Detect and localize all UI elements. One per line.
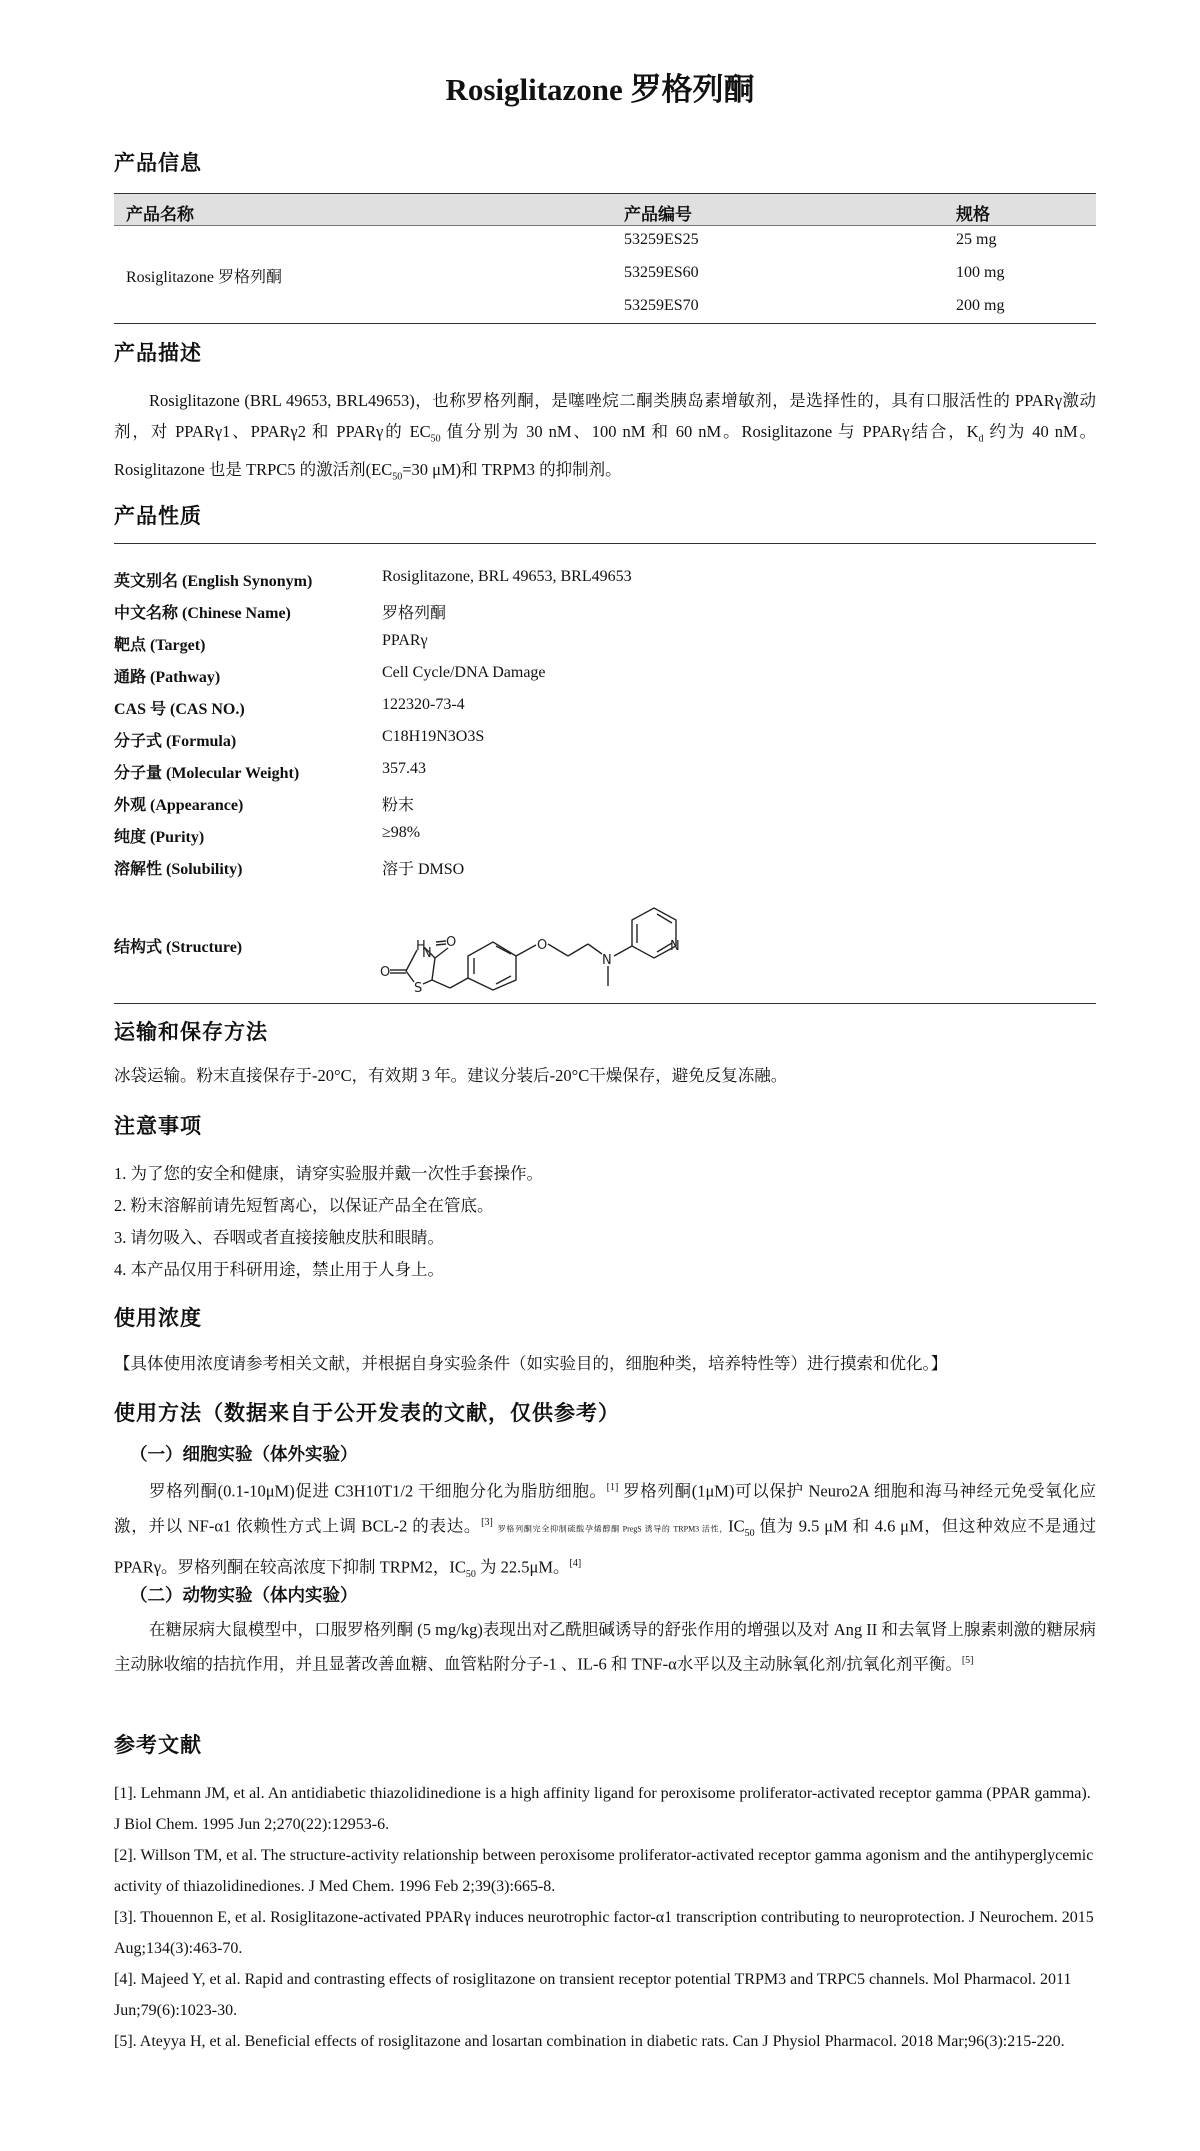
property-key: 溶解性 (Solubility) xyxy=(114,861,243,878)
property-key: 外观 (Appearance) xyxy=(114,797,244,814)
atom-label: O xyxy=(537,938,548,953)
properties-top-rule xyxy=(114,543,1096,544)
property-key: CAS 号 (CAS NO.) xyxy=(114,701,245,718)
section-description-heading: 产品描述 xyxy=(114,341,202,365)
cell-experiment-text: 罗格列酮(0.1-10μM)促进 C3H10T1/2 干细胞分化为脂肪细胞。[1] 罗格列酮(1μM)可以保护 Neuro2A 细胞和海马神经元免受氧化应激，并以 NF-α1 依赖性方式上调 BCL-2 的表达。[3] 罗格列酮完全抑制硫酸孕烯醇酮 PregS 诱导的 TRPM3 活性，$IC_{50}$ 值为 9.5 μM 和 4.6 μM，但这种效应不是通过 PPARγ。罗格列酮在较高浓度下抑制 TRPM2，$IC_{50}$ 为 22.5μM。[4] xyxy=(114,1481,1097,1581)
table-bottom-rule xyxy=(114,323,1096,324)
property-value: C18H19N3O3S xyxy=(382,728,485,745)
section-product-info-heading: 产品信息 xyxy=(114,151,202,175)
property-key: 分子量 (Molecular Weight) xyxy=(114,765,300,782)
cell-experiment-heading: （一）细胞实验（体外实验） xyxy=(130,1444,358,1464)
property-value: 122320-73-4 xyxy=(382,696,465,713)
table-row xyxy=(114,291,1096,322)
atom-label: N xyxy=(422,946,432,961)
product-code: 53259ES70 xyxy=(624,297,699,314)
list-item: 3. 请勿吸入、吞咽或者直接接触皮肤和眼睛。 xyxy=(114,1228,444,1247)
atom-label: H xyxy=(416,939,426,954)
section-notes-heading: 注意事项 xyxy=(114,1114,202,1138)
atom-label: N xyxy=(670,939,680,954)
atom-label: O xyxy=(446,935,457,950)
atom-label: S xyxy=(414,981,423,996)
property-value: 罗格列酮 xyxy=(382,605,447,622)
property-key: 分子式 (Formula) xyxy=(114,733,237,750)
property-value: Rosiglitazone, BRL 49653, BRL49653 xyxy=(382,568,632,585)
reference-item: [5]. Ateyya H, et al. Beneficial effects of rosiglitazone and losartan combination in diabetic rats. Can J Physiol Pharmacol. 2018 Mar;96(3):215-220. xyxy=(114,2033,1065,2050)
header-product-code: 产品编号 xyxy=(624,205,692,224)
product-size: 200 mg xyxy=(956,297,1005,314)
reference-item: [4]. Majeed Y, et al. Rapid and contrasting effects of rosiglitazone on transient receptor potential TRPM3 and TRPC5 channels. Mol Pharmacol. 2011 Jun;79(6):1023-30. xyxy=(114,1971,1072,2019)
property-value: 357.43 xyxy=(382,760,426,777)
property-key: 纯度 (Purity) xyxy=(114,829,205,846)
property-key: 英文别名 (English Synonym) xyxy=(114,573,313,590)
properties-bottom-rule xyxy=(114,1003,1096,1004)
table-row xyxy=(114,225,1096,256)
section-concentration-heading: 使用浓度 xyxy=(114,1306,202,1330)
property-key: 靶点 (Target) xyxy=(114,637,206,654)
product-size: 25 mg xyxy=(956,231,997,248)
structure-label: 结构式 (Structure) xyxy=(114,939,243,956)
property-key: 通路 (Pathway) xyxy=(114,669,221,686)
description-text: Rosiglitazone (BRL 49653, BRL49653)，也称罗格列酮，是噻唑烷二酮类胰岛素增敏剂，是选择性的，具有口服活性的 PPARγ激动剂，对 PPARγ1、PPARγ2 和 PPARγ的 $EC_{50}$ 值分别为 30 nM、100 nM 和 60 nM。Rosiglitazone 与 PPARγ结合，$K_d$ 约为 40 nM。Rosiglitazone 也是 TRPC5 的激活剂($EC_{50}=30$ μM)和 TRPM3 的抑制剂。 xyxy=(114,391,1097,483)
section-usage-heading: 使用方法（数据来自于公开发表的文献，仅供参考） xyxy=(114,1401,620,1425)
product-code: 53259ES60 xyxy=(624,264,699,281)
storage-text: 冰袋运输。粉末直接保存于-20°C，有效期 3 年。建议分装后-20°C干燥保存，避免反复冻融。 xyxy=(114,1066,788,1085)
product-size: 100 mg xyxy=(956,264,1005,281)
section-storage-heading: 运输和保存方法 xyxy=(114,1020,268,1044)
concentration-text: 【具体使用浓度请参考相关文献，并根据自身实验条件（如实验目的，细胞种类，培养特性等）进行摸索和优化。】 xyxy=(114,1354,948,1373)
property-value: 粉末 xyxy=(382,797,415,814)
header-product-name: 产品名称 xyxy=(126,205,194,224)
table-row xyxy=(114,258,1096,289)
property-key: 中文名称 (Chinese Name) xyxy=(114,605,291,622)
section-references-heading: 参考文献 xyxy=(114,1733,202,1757)
chemical-structure xyxy=(378,888,758,1000)
reference-item: [1]. Lehmann JM, et al. An antidiabetic thiazolidinedione is a high affinity ligand for peroxisome proliferator-activated receptor gamma (PPAR gamma). J Biol Chem. 1995 Jun 2;270(22):12953-6. xyxy=(114,1785,1091,1833)
property-row xyxy=(114,824,1096,852)
property-row xyxy=(114,600,1096,628)
reference-item: [3]. Thouennon E, et al. Rosiglitazone-activated PPARγ induces neurotrophic factor-α1 transcription contributing to neuroprotection. J Neurochem. 2015 Aug;134(3):463-70. xyxy=(114,1909,1094,1957)
property-value: Cell Cycle/DNA Damage xyxy=(382,664,546,681)
product-code: 53259ES25 xyxy=(624,231,699,248)
property-row xyxy=(114,856,1096,884)
property-row xyxy=(114,632,1096,660)
section-properties-heading: 产品性质 xyxy=(114,504,202,528)
property-row xyxy=(114,728,1096,756)
page-title: Rosiglitazone 罗格列酮 xyxy=(445,72,755,107)
property-row xyxy=(114,792,1096,820)
list-item: 4. 本产品仅用于科研用途，禁止用于人身上。 xyxy=(114,1260,444,1279)
atom-label: N xyxy=(602,953,612,968)
property-row xyxy=(114,760,1096,788)
product-name: Rosiglitazone 罗格列酮 xyxy=(126,269,282,286)
product-table-header xyxy=(114,193,1096,226)
property-value: PPARγ xyxy=(382,632,428,649)
property-row xyxy=(114,568,1096,596)
animal-experiment-text: 在糖尿病大鼠模型中，口服罗格列酮 (5 mg/kg)表现出对乙酰胆碱诱导的舒张作用的增强以及对 Ang II 和去氧肾上腺素刺激的糖尿病主动脉收缩的拮抗作用，并且显著改善血糖、血管粘附分子-1 、IL-6 和 TNF-α水平以及主动脉氧化剂/抗氧化剂平衡。[5] xyxy=(114,1620,1096,1674)
list-item: 2. 粉末溶解前请先短暂离心，以保证产品全在管底。 xyxy=(114,1196,494,1215)
property-row xyxy=(114,696,1096,724)
list-item: 1. 为了您的安全和健康，请穿实验服并戴一次性手套操作。 xyxy=(114,1164,543,1183)
header-product-size: 规格 xyxy=(956,205,990,224)
property-row xyxy=(114,664,1096,692)
property-value: ≥98% xyxy=(382,824,421,841)
atom-label: O xyxy=(380,965,391,980)
animal-experiment-heading: （二）动物实验（体内实验） xyxy=(130,1585,358,1605)
property-value: 溶于 DMSO xyxy=(382,861,465,878)
reference-item: [2]. Willson TM, et al. The structure-activity relationship between peroxisome proliferator-activated receptor gamma agonism and the antihyperglycemic activity of thiazolidinediones. J Med Chem. 1996 Feb 2;39(3):665-8. xyxy=(114,1847,1094,1895)
